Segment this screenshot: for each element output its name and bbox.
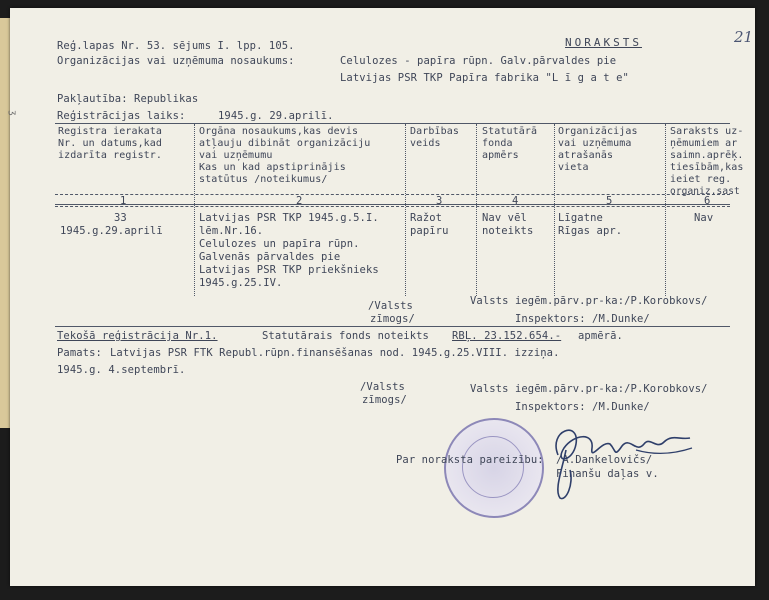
document-type: NORAKSTS (565, 36, 642, 49)
header-col2-line3: vai uzņēmumu (199, 150, 273, 161)
fund-amount: RBĻ. 23.152.654.- (452, 330, 562, 342)
column-separator (405, 124, 406, 296)
header-col6-line4: tiesībām,kas (670, 162, 744, 173)
stamp-label-1: /Valsts (368, 300, 413, 312)
pencil-mark: ʒ (7, 110, 18, 116)
header-col1-line3: izdarīta registr. (58, 150, 163, 161)
authority-line6: 1945.g.25.IV. (199, 277, 283, 289)
stamp-label-2: zīmogs/ (362, 394, 407, 406)
header-col6-line6: organiz.sast (670, 186, 740, 197)
registration-time-label: Reģistrācijas laiks: (57, 110, 186, 122)
official-stamp (444, 418, 544, 518)
header-col5-line1: Organizācijas (558, 126, 638, 137)
column-separator (665, 124, 666, 296)
authority-line3: Celulozes un papīra rūpn. (199, 238, 360, 250)
column-number-4: 4 (512, 195, 519, 207)
fund-line1: Nav vēl (482, 212, 527, 224)
chief-signature-1: Valsts iegēm.pārv.pr-ka:/P.Korobkovs/ (470, 295, 708, 307)
activity-line2: papīru (410, 225, 449, 237)
subordination: Pakļautība: Republikas (57, 93, 199, 105)
header-col2-line4: Kas un kad apstiprinājis (199, 162, 346, 173)
column-number-3: 3 (436, 195, 443, 207)
authority-line1: Latvijas PSR TKP 1945.g.5.I. (199, 212, 379, 224)
inspector-signature-1: Inspektors: /M.Dunke/ (515, 313, 650, 325)
entry-date: 1945.g.29.aprilī (60, 225, 163, 237)
authority-line2: lēm.Nr.16. (199, 225, 264, 237)
fund-suffix: apmērā. (578, 330, 623, 342)
current-registration-date: 1945.g. 4.septembrī. (57, 364, 186, 376)
header-col6-line5: ieiet reg. (670, 174, 732, 185)
certification-label: Par noraksta pareizību: (396, 454, 544, 466)
registration-time-value: 1945.g. 29.aprilī. (218, 110, 334, 122)
column-separator (476, 124, 477, 296)
activity-line1: Ražot (410, 212, 443, 224)
authority-line4: Galvenās pārvaldes pie (199, 251, 341, 263)
table-double-line-b (55, 206, 730, 207)
header-col2-line1: Orgāna nosaukums,kas devis (199, 126, 359, 137)
header-col1-line1: Registra ierakata (58, 126, 163, 137)
header-col6-line3: saimn.aprēķ. (670, 150, 744, 161)
table-number-line (55, 194, 730, 195)
header-col4-line2: fonda (482, 138, 513, 149)
table-top-line (55, 123, 730, 124)
column-number-5: 5 (606, 195, 613, 207)
header-col4-line3: apmērs (482, 150, 519, 161)
chief-signature-2: Valsts iegēm.pārv.pr-ka:/P.Korobkovs/ (470, 383, 708, 395)
column-number-1: 1 (120, 195, 127, 207)
organization-name-line-1: Celulozes - papīra rūpn. Galv.pārvaldes pie (340, 55, 617, 67)
location-line1: Līgatne (558, 212, 603, 224)
header-col2-line2: atļauju dibināt organizāciju (199, 138, 371, 149)
header-col5-line4: vieta (558, 162, 589, 173)
column-number-6: 6 (704, 195, 711, 207)
certifier-name: /A.Dankelovičs/ (556, 454, 653, 466)
header-col5-line2: vai uzņēmuma (558, 138, 632, 149)
header-col6-line1: Saraksts uz- (670, 126, 744, 137)
entry-number: 33 (114, 212, 127, 224)
fund-line2: noteikts (482, 225, 534, 237)
register-line: Reģ.lapas Nr. 53. sējums I. lpp. 105. (57, 40, 295, 52)
header-col6-line2: ņēmumiem ar (670, 138, 738, 149)
stamp-inner-ring (462, 436, 524, 498)
organization-name-line-2: Latvijas PSR TKP Papīra fabrika "L ī g a t e" (340, 72, 629, 84)
location-line2: Rīgas apr. (558, 225, 623, 237)
stamp-label-2: zīmogs/ (370, 313, 415, 325)
column-number-2: 2 (296, 195, 303, 207)
handwritten-signature (540, 410, 700, 505)
section-divider (55, 326, 730, 327)
current-registration-title: Tekošā reģistrācija Nr.1. (57, 330, 218, 342)
stamp-label-1: /Valsts (360, 381, 405, 393)
header-col1-line2: Nr. un datums,kad (58, 138, 163, 149)
header-col3-line2: veids (410, 138, 441, 149)
header-col2-line5: statūtus /noteikumus/ (199, 174, 328, 185)
table-double-line-a (55, 204, 730, 205)
subsidiaries-value: Nav (694, 212, 714, 224)
header-col3-line1: Darbības (410, 126, 459, 137)
inspector-signature-2: Inspektors: /M.Dunke/ (515, 401, 650, 413)
header-col4-line1: Statutārā (482, 126, 538, 137)
column-separator (554, 124, 555, 296)
basis-text: Latvijas PSR FTK Republ.rūpn.finansēšanas nod. 1945.g.25.VIII. izziņa. (110, 347, 560, 359)
page-number: 21 (734, 28, 754, 46)
column-separator (194, 124, 195, 296)
organization-label: Organizācijas vai uzņēmuma nosaukums: (57, 55, 295, 67)
authority-line5: Latvijas PSR TKP priekšnieks (199, 264, 379, 276)
certifier-position: Finanšu daļas v. (556, 468, 659, 480)
header-col5-line3: atrašanās (558, 150, 614, 161)
fund-text: Statutārais fonds noteikts (262, 330, 429, 342)
basis-label: Pamats: (57, 347, 102, 359)
